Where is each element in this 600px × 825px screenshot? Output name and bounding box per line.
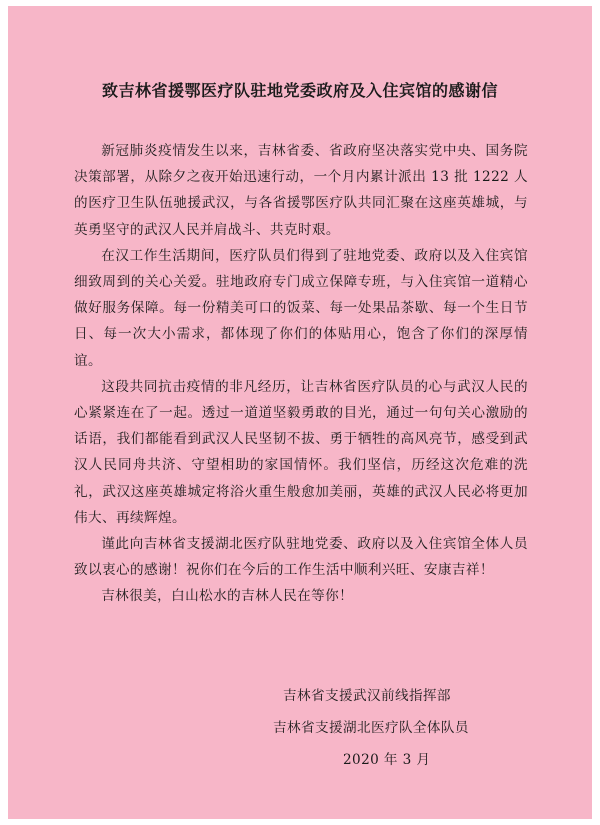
signature-date: 2020 年 3 月 xyxy=(343,752,431,768)
paragraph-1: 新冠肺炎疫情发生以来，吉林省委、省政府坚决落实党中央、国务院决策部署，从除夕之夜开始迅速行动，一个月内累计派出 13 批 1222 人的医疗卫生队伍驰援武汉，与各省援鄂医疗队共同汇聚在这座英雄城，与英勇坚守的武汉人民并肩战斗、共克时艰。 xyxy=(74,143,528,238)
letter-page xyxy=(8,6,592,819)
letter-body xyxy=(74,138,528,610)
paragraph-2: 在汉工作生活期间，医疗队员们得到了驻地党委、政府以及入住宾馆细致周到的关心关爱。驻地政府专门成立保障专班，与入住宾馆一道精心做好服务保障。每一份精美可口的饭菜、每一处果品茶歇、每一个生日节日、每一次大小需求，都体现了你们的体贴用心，饱含了你们的深厚情谊。 xyxy=(74,247,528,369)
paragraph-4: 谨此向吉林省支援湖北医疗队驻地党委、政府以及入住宾馆全体人员致以衷心的感谢！祝你们在今后的工作生活中顺利兴旺、安康吉祥！ xyxy=(74,536,528,579)
signature-command-headquarters: 吉林省支援武汉前线指挥部 xyxy=(283,688,451,704)
signature-medical-team: 吉林省支援湖北医疗队全体队员 xyxy=(273,720,469,736)
paragraph-5: 吉林很美，白山松水的吉林人民在等你！ xyxy=(101,588,354,605)
letter-title: 致吉林省援鄂医疗队驻地党委政府及入住宾馆的感谢信 xyxy=(101,81,498,100)
paragraph-3: 这段共同抗击疫情的非凡经历，让吉林省医疗队员的心与武汉人民的心紧紧连在了一起。透过一道道坚毅勇敢的目光，通过一句句关心激励的话语，我们都能看到武汉人民坚韧不拔、勇于牺牲的高风亮节，感受到武汉人民同舟共济、守望相助的家国情怀。我们坚信，历经这次危难的洗礼，武汉这座英雄城定将浴火重生般愈加美丽，英雄的武汉人民必将更加伟大、再续辉煌。 xyxy=(74,378,528,526)
